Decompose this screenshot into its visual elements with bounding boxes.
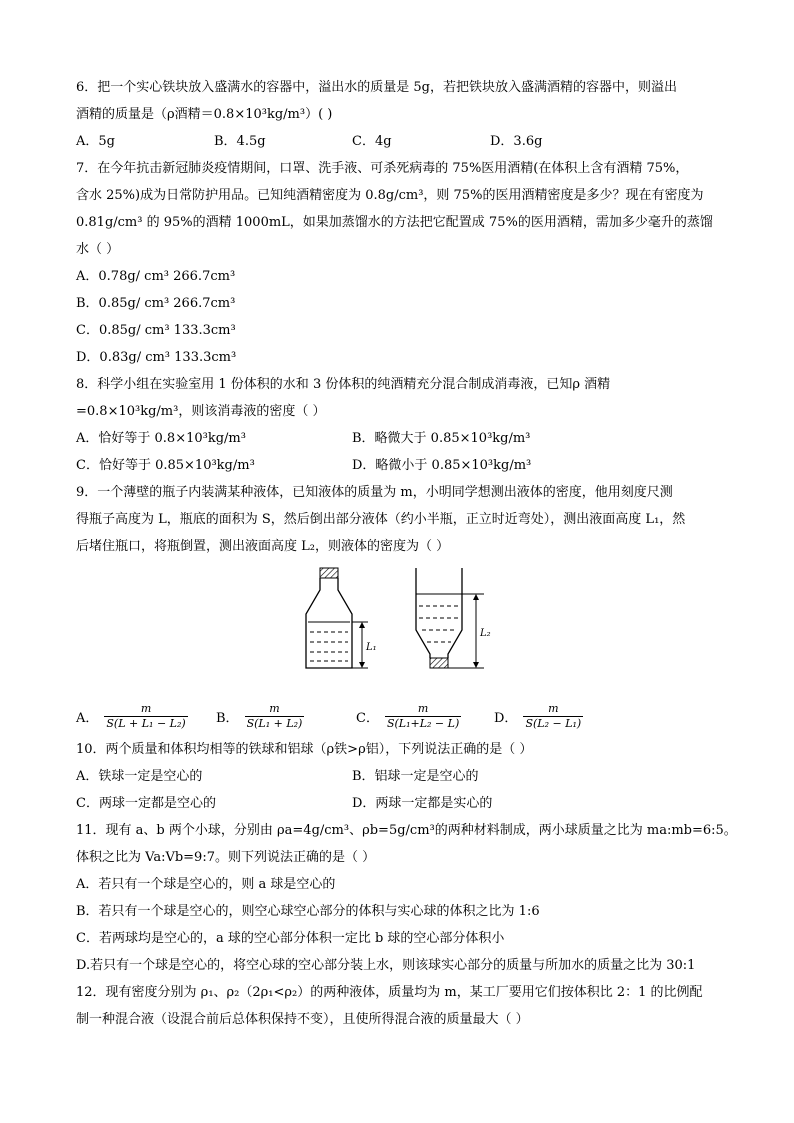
q9-stem-line1: 9．一个薄壁的瓶子内装满某种液体，已知液体的质量为 m，小明同学想测出液体的密度，他用刻度尺测 (76, 485, 673, 500)
upright-bottle (306, 568, 377, 668)
q11-option-a[interactable]: A．若只有一个球是空心的，则 a 球是空心的 (76, 877, 336, 892)
q12-stem-line1: 12．现有密度分别为 ρ₁、ρ₂（2ρ₁<ρ₂）的两种液体，质量均为 m，某工厂要用它们按体积比 2：1 的比例配 (76, 985, 703, 1000)
q7-option-c[interactable]: C．0.85g/ cm³ 133.3cm³ (76, 323, 236, 338)
q9-option-c-denominator: S(L₁+L₂ − L) (386, 716, 460, 730)
q8-stem-line2: =0.8×10³kg/m³，则该消毒液的密度（ ） (76, 404, 326, 419)
q10-option-c[interactable]: C．两球一定都是空心的 (76, 796, 216, 811)
q9-option-a-fraction (104, 702, 187, 731)
q11-stem-line2: 体积之比为 Va:Vb=9:7。则下列说法正确的是（ ） (76, 850, 376, 865)
q9-option-c-fraction (385, 702, 461, 731)
q7-option-b[interactable]: B．0.85g/ cm³ 266.7cm³ (76, 296, 236, 311)
q9-option-d-fraction (523, 702, 583, 731)
q7-stem-line4: 水（ ） (76, 242, 120, 257)
q10-option-a[interactable]: A．铁球一定是空心的 (76, 769, 203, 784)
q7-option-d[interactable]: D．0.83g/ cm³ 133.3cm³ (76, 350, 237, 365)
q9-stem-line3: 后堵住瓶口，将瓶倒置，测出液面高度 L₂，则液体的密度为（ ） (76, 539, 450, 554)
q9-option-b-numerator: m (269, 701, 280, 715)
q9-stem-line2: 得瓶子高度为 L，瓶底的面积为 S，然后倒出部分液体（约小半瓶，正立时近弯处），测出液面高度 L₁，然 (76, 512, 686, 527)
q7-stem-line2: 含水 25%)成为日常防护用品。已知纯酒精密度为 0.8g/cm³，则 75%的医用酒精密度是多少？现在有密度为 (76, 188, 704, 203)
q11-option-c[interactable]: C．若两球均是空心的，a 球的空心部分体积一定比 b 球的空心部分体积小 (76, 931, 505, 946)
q6-option-b[interactable]: B．4.5g (214, 134, 266, 149)
label-l2: L₂ (480, 628, 491, 639)
q9-option-d-numerator: m (548, 701, 559, 715)
bottle-diagram (76, 566, 726, 694)
q9-option-b-denominator: S(L₁ + L₂) (246, 716, 303, 730)
q9-option-d-label: D． (494, 710, 518, 726)
q6-option-d[interactable]: D．3.6g (490, 134, 543, 149)
bottle-figure (76, 566, 726, 694)
q6-stem-line1: 6．把一个实心铁块放入盛满水的容器中，溢出水的质量是 5g，若把铁块放入盛满酒精的容器中，则溢出 (76, 80, 677, 95)
exam-page (76, 74, 737, 1033)
q8-options-row2 (76, 452, 726, 479)
q9-option-c-label: C． (356, 710, 379, 726)
q9-option-a-denominator: S(L + L₁ − L₂) (106, 716, 186, 730)
q6-stem-line2: 酒精的质量是（ρ酒精＝0.8×10³kg/m³）( ) (76, 107, 333, 122)
q9-option-d[interactable] (494, 702, 624, 731)
q9-option-a-label: A． (76, 710, 99, 726)
q11-option-d[interactable]: D.若只有一个球是空心的，将空心球的空心部分装上水，则该球实心部分的质量与所加水的质量之比为 30:1 (76, 958, 696, 973)
q9-options (76, 696, 726, 736)
q6-option-c[interactable]: C．4g (352, 134, 392, 149)
q8-option-c[interactable]: C．恰好等于 0.85×10³kg/m³ (76, 458, 255, 473)
q9-option-c-numerator: m (417, 701, 429, 715)
q11-stem-line1: 11．现有 a、b 两个小球，分别由 ρa=4g/cm³、ρb=5g/cm³的两种材料制成，两小球质量之比为 ma:mb=6:5。 (76, 823, 737, 838)
q7-stem-line1: 7．在今年抗击新冠肺炎疫情期间，口罩、洗手液、可杀死病毒的 75%医用酒精(在体积上含有酒精 75%， (76, 161, 689, 176)
label-l1: L₁ (366, 642, 377, 653)
q7-stem-line3: 0.81g/cm³ 的 95%的酒精 1000mL，如果加蒸馏水的方法把它配置成 75%的医用酒精，需加多少毫升的蒸馏 (76, 215, 713, 230)
q12-stem-line2: 制一种混合液（设混合前后总体积保持不变），且使所得混合液的质量最大（ ） (76, 1012, 529, 1027)
q10-option-b[interactable]: B．铝球一定是空心的 (352, 769, 479, 784)
inverted-bottle (416, 568, 491, 668)
q10-option-d[interactable]: D．两球一定都是实心的 (352, 796, 493, 811)
q9-option-b[interactable] (216, 702, 356, 731)
q6-options (76, 128, 726, 155)
q9-option-b-fraction (245, 702, 305, 731)
q6-option-a[interactable]: A．5g (76, 134, 115, 149)
q10-options-row1 (76, 763, 726, 790)
q8-option-d[interactable]: D．略微小于 0.85×10³kg/m³ (352, 458, 532, 473)
q10-options-row2 (76, 790, 726, 817)
q9-option-a-numerator: m (140, 701, 152, 715)
q8-option-b[interactable]: B．略微大于 0.85×10³kg/m³ (352, 431, 531, 446)
q9-option-c[interactable] (356, 702, 494, 731)
q9-option-b-label: B． (216, 710, 239, 726)
q8-options-row1 (76, 425, 726, 452)
q8-option-a[interactable]: A．恰好等于 0.8×10³kg/m³ (76, 431, 246, 446)
q8-stem-line1: 8．科学小组在实验室用 1 份体积的水和 3 份体积的纯酒精充分混合制成消毒液，已知ρ 酒精 (76, 377, 611, 392)
q7-option-a[interactable]: A．0.78g/ cm³ 266.7cm³ (76, 269, 236, 284)
q9-option-a[interactable] (76, 702, 216, 731)
q11-option-b[interactable]: B．若只有一个球是空心的，则空心球空心部分的体积与实心球的体积之比为 1:6 (76, 904, 540, 919)
q9-option-d-denominator: S(L₂ − L₁) (525, 716, 582, 730)
q10-stem-line1: 10．两个质量和体积均相等的铁球和铝球（ρ铁>ρ铝），下列说法正确的是（ ） (76, 742, 533, 757)
